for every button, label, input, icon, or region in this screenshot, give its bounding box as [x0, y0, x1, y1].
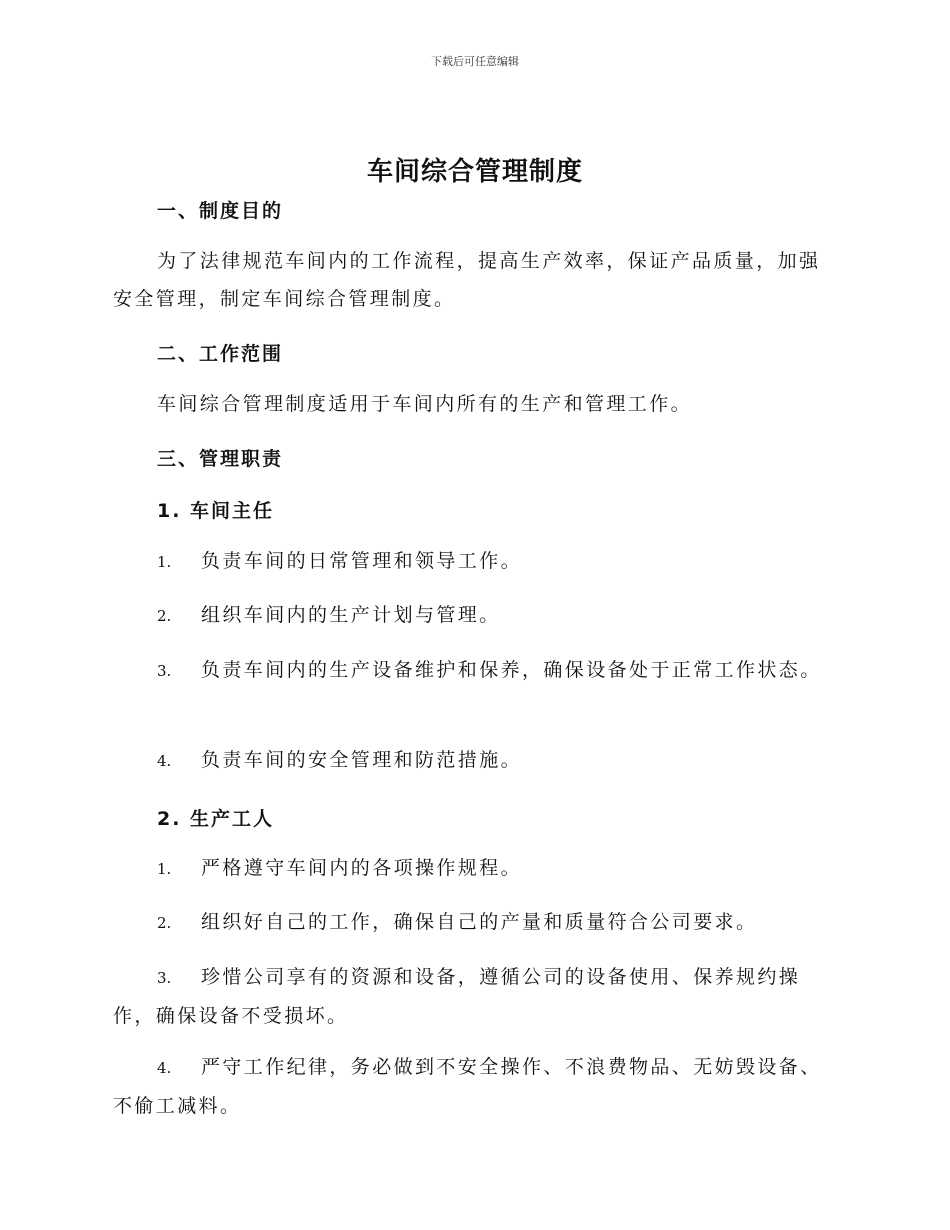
list-item-text: 珍惜公司享有的资源和设备，遵循公司的设备使用、保养规约操作，确保设备不受损坏。: [113, 966, 801, 1027]
list-item-text: 负责车间的日常管理和领导工作。: [201, 550, 523, 572]
list-item: [113, 903, 835, 942]
list-item: [113, 958, 835, 1035]
list-item-number: 2.: [157, 914, 172, 932]
list-item: [113, 651, 835, 690]
list-item: [113, 849, 835, 888]
list-item-text: 组织好自己的工作，确保自己的产量和质量符合公司要求。: [201, 911, 758, 933]
list-item-text: 严格遵守车间内的各项操作规程。: [201, 857, 523, 879]
list-item-text: 负责车间的安全管理和防范措施。: [201, 749, 523, 771]
list-item: [113, 741, 835, 780]
list-item-number: 3.: [157, 662, 172, 680]
role-heading-workers: 2. 生产工人: [157, 808, 275, 830]
role-heading-director: 1. 车间主任: [157, 500, 275, 522]
list-item-number: 1.: [157, 553, 172, 571]
header-note: 下载后可任意编辑: [431, 55, 519, 68]
list-item-text: 组织车间内的生产计划与管理。: [201, 604, 501, 626]
list-item-number: 4.: [157, 752, 172, 770]
list-item-text: 严守工作纪律，务必做到不安全操作、不浪费物品、无妨毁设备、不偷工减料。: [113, 1056, 822, 1117]
list-item: [113, 1048, 835, 1125]
list-item-text: 负责车间内的生产设备维护和保养，确保设备处于正常工作状态。: [201, 659, 822, 681]
section-body-scope: 车间综合管理制度适用于车间内所有的生产和管理工作。: [157, 393, 693, 415]
list-item-number: 2.: [157, 607, 172, 625]
document-title: 车间综合管理制度: [366, 157, 583, 187]
list-item: [113, 596, 835, 635]
section-heading-responsibilities: 三、管理职责: [157, 448, 284, 470]
section-heading-purpose: 一、制度目的: [157, 200, 284, 222]
section-body-purpose: 为了法律规范车间内的工作流程，提高生产效率，保证产品质量，加强安全管理，制定车间综合管理制度。: [113, 250, 821, 310]
section-heading-scope: 二、工作范围: [157, 343, 284, 365]
list-item-number: 1.: [157, 860, 172, 878]
list-item-number: 3.: [157, 969, 172, 987]
list-item: [113, 542, 835, 581]
list-item-number: 4.: [157, 1059, 172, 1077]
